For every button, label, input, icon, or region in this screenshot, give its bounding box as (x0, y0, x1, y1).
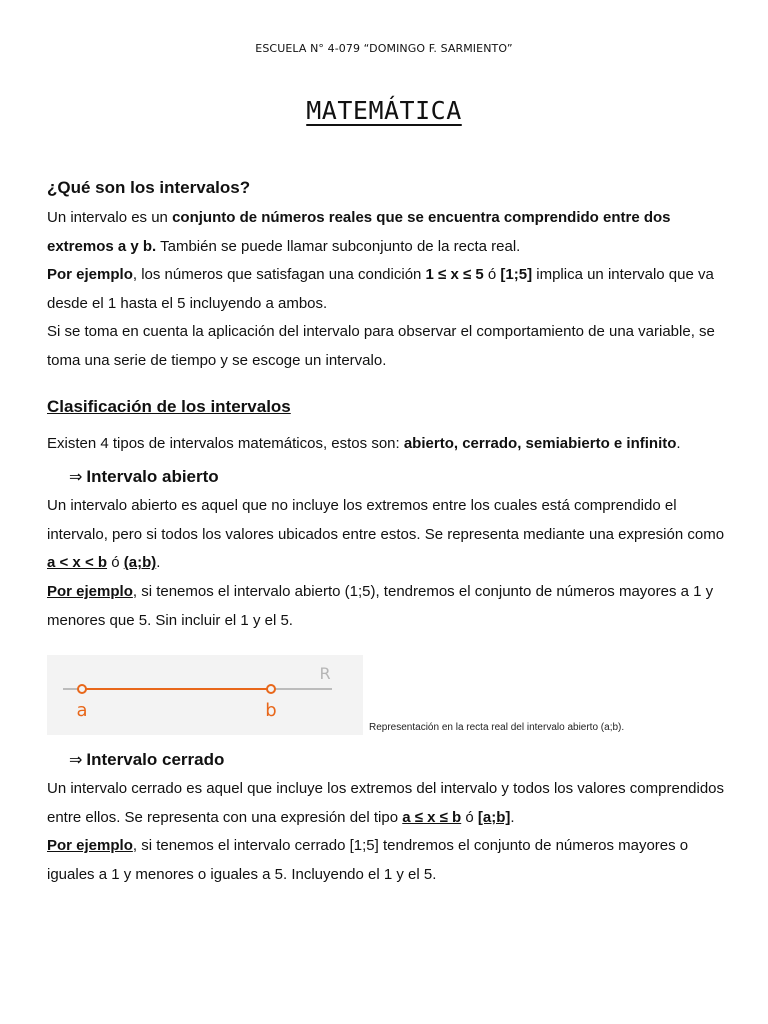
text: . (156, 554, 161, 572)
paragraph-definition (47, 204, 727, 261)
label-b: b (265, 700, 277, 722)
text: ó (461, 808, 478, 826)
number-line-svg (47, 655, 363, 735)
text: Un intervalo es un (47, 209, 173, 226)
paragraph-closed-definition (47, 775, 727, 832)
text: , si tenemos el intervalo cerrado [1;5] tendremos el conjunto de números mayores o iguales a 1 y menores o iguales a 5. Incluyendo el 1 y el 5. (47, 837, 689, 883)
bold-underlined-text: [a;b] (477, 808, 511, 826)
bold-underlined-text: (a;b) (123, 554, 157, 572)
text: , los números que satisfagan una condición (132, 266, 426, 284)
text: . (676, 434, 681, 452)
subheading-open-interval (69, 464, 727, 490)
label-r: R (319, 664, 331, 684)
text: Existen 4 tipos de intervalos matemáticos, estos son: (47, 434, 404, 452)
bold-underlined-text: a ≤ x ≤ b (402, 808, 462, 826)
text: ó (107, 554, 124, 572)
figure-row (47, 655, 727, 735)
paragraph-example (47, 261, 727, 318)
bold-text: 1 ≤ x ≤ 5 (425, 266, 484, 284)
open-endpoint-b (267, 685, 275, 693)
text: . (510, 808, 515, 826)
text: ó (483, 266, 501, 284)
paragraph-types (47, 430, 727, 459)
paragraph-closed-example (47, 832, 727, 889)
paragraph-open-definition (47, 492, 727, 578)
text: También se puede llamar subconjunto de la recta real. (156, 237, 521, 255)
figure-caption: Representación en la recta real del intervalo abierto (a;b). (369, 722, 625, 734)
school-name: ESCUELA N° 4-079 “DOMINGO F. SARMIENTO” (255, 42, 513, 55)
number-line-figure (47, 655, 363, 735)
subheading-label: Intervalo abierto (86, 467, 219, 487)
implies-arrow-icon: ⇒ (69, 750, 83, 770)
text: , si tenemos el intervalo abierto (1;5), tendremos el conjunto de números mayores a 1 y menores que 5. Sin incluir el 1 y el 5. (47, 582, 714, 629)
text: Un intervalo cerrado es aquel que incluye los extremos del intervalo y todos los valores comprendidos entre ellos. Se representa con una expresión del tipo (47, 780, 725, 826)
implies-arrow-icon: ⇒ (69, 467, 83, 487)
paragraph-open-example (47, 578, 727, 635)
bold-text: conjunto de números reales que se encuentra comprendido entre dos extremos a y b. (47, 209, 671, 255)
subheading-label: Intervalo cerrado (86, 750, 225, 770)
section-heading-intervals: ¿Qué son los intervalos? (47, 178, 251, 197)
paragraph-application: Si se toma en cuenta la aplicación del intervalo para observar el comportamiento de una variable, se toma una serie de tiempo y se escoge un intervalo. (47, 323, 715, 369)
section-heading-classification: Clasificación de los intervalos (47, 396, 291, 416)
bold-underlined-text: a < x < b (47, 554, 108, 572)
text: Un intervalo abierto es aquel que no incluye los extremos entre los cuales está comprendido el intervalo, pero si todos los valores ubicados entre estos. Se representa mediante una expresión como (47, 497, 725, 543)
bold-text: abierto, cerrado, semiabierto e infinito (403, 434, 677, 452)
open-endpoint-a (78, 685, 86, 693)
bold-underlined-text: Por ejemplo (47, 582, 133, 600)
subheading-closed-interval (69, 747, 727, 773)
text: implica un intervalo que va desde el 1 hasta el 5 incluyendo a ambos. (47, 266, 714, 312)
bold-text: [1;5] (500, 266, 533, 284)
label-a: a (76, 700, 88, 722)
document-body (47, 176, 727, 890)
page-title: MATEMÁTICA (306, 96, 462, 125)
bold-text: Por ejemplo (47, 266, 133, 284)
bold-underlined-text: Por ejemplo (47, 837, 133, 855)
